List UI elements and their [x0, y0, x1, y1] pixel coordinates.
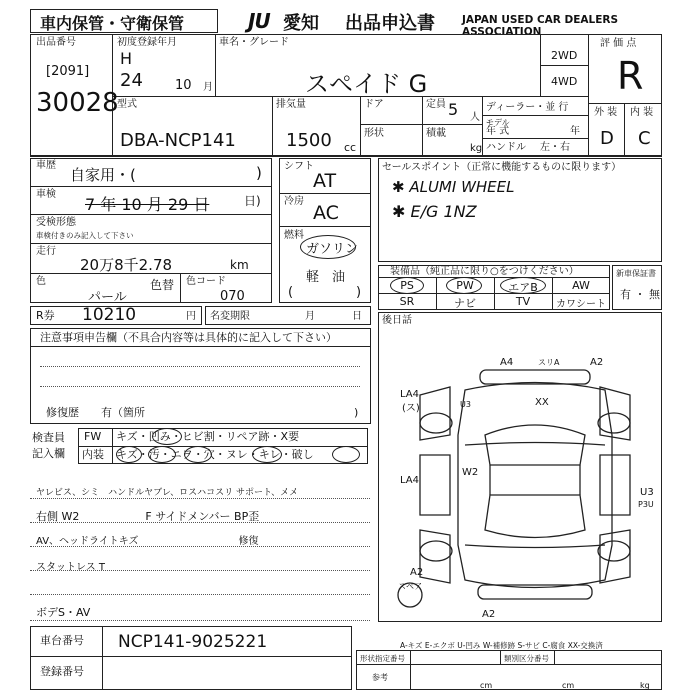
- history-close: ): [256, 164, 262, 182]
- mark-u3-front: U3: [460, 400, 471, 409]
- mark-sura: スリA: [538, 358, 560, 367]
- shift-value: AT: [313, 170, 337, 192]
- reg-month-unit: 月: [203, 82, 213, 93]
- name-change-month: 月: [305, 311, 315, 322]
- color-code-label: 色コード: [186, 276, 226, 287]
- mark-u3-right: U3: [640, 487, 654, 498]
- name-change-label: 名変期限: [210, 311, 250, 322]
- mark-a2-rear: A2: [410, 567, 424, 578]
- displacement-value: 1500: [286, 130, 332, 151]
- repair-label: 修復歴 有（箇所: [46, 406, 145, 419]
- color-code-value: 070: [220, 289, 245, 304]
- model-label: 型式: [117, 99, 137, 110]
- year-unit: 年: [570, 126, 580, 137]
- car-name-label: 車名・グレード: [219, 37, 289, 48]
- shaken-type-note: 車検付きのみ記入して下さい: [36, 231, 134, 240]
- drive-2wd: 2WD: [551, 49, 578, 62]
- history-label: 車歴: [36, 160, 56, 171]
- ps-circle: [390, 277, 424, 294]
- recycle-label: R券: [36, 309, 55, 322]
- cc-unit: cc: [344, 141, 357, 154]
- kg-unit: kg: [640, 681, 650, 690]
- scratch-circle-6: [332, 446, 360, 463]
- capacity-label: 定員: [426, 99, 446, 110]
- chassis-label: 車台番号: [40, 634, 84, 647]
- ac-label: 冷房: [284, 196, 304, 207]
- scratch-circle-1: [152, 428, 182, 445]
- grade-value: R: [617, 54, 644, 98]
- model-year-label: モデル: [486, 118, 510, 127]
- scratch-circle-2: [116, 446, 142, 463]
- warranty-label: 新車保証書: [616, 269, 656, 278]
- reg-month: 10: [175, 78, 192, 93]
- equip-tv: TV: [515, 295, 531, 308]
- mark-a4-front: A4: [500, 357, 514, 368]
- year-label: 年 式: [486, 126, 510, 137]
- fuel-alt: 軽 油: [306, 270, 346, 285]
- equip-navi: ナビ: [454, 297, 476, 310]
- equip-leather-seat: カワシート: [556, 299, 606, 310]
- inspector-line-4: スタットレス T: [36, 562, 105, 573]
- inspector-label-2: 記入欄: [32, 447, 65, 460]
- load-label: 積載: [426, 128, 446, 139]
- ref-label: 参考: [372, 673, 388, 682]
- name-change-day: 日: [352, 311, 362, 322]
- inspector-line-3: AV、ヘッドライトキズ 修復: [36, 536, 259, 547]
- inspection-value: 7 年 10 月 29 日: [85, 195, 210, 214]
- inspector-row2-tag: 内装: [82, 448, 104, 461]
- scratch-circle-5: [252, 446, 282, 463]
- exterior-label: 外 装: [594, 107, 618, 118]
- inspector-label-1: 検査員: [32, 431, 65, 444]
- color-label: 色: [36, 276, 46, 287]
- scratch-circle-4: [184, 446, 212, 463]
- equip-aw: AW: [572, 279, 590, 292]
- equipment-label: 装備品（純正品に限り○をつけください）: [390, 266, 579, 277]
- lot-label: 出品番号: [36, 37, 76, 48]
- color-value: パール: [88, 290, 127, 305]
- equip-ps: PS: [400, 279, 414, 292]
- handle-label: ハンドル: [486, 142, 526, 153]
- model-value: DBA-NCP141: [120, 130, 236, 151]
- mark-w2: W2: [462, 467, 479, 478]
- cm-unit-2: cm: [562, 681, 575, 690]
- category-label: 類別区分番号: [504, 654, 549, 663]
- exterior-grade: D: [600, 128, 614, 149]
- mark-la4-side: LA4: [400, 475, 420, 486]
- interior-grade: C: [638, 128, 651, 149]
- equip-pw: PW: [456, 279, 474, 292]
- dealer-label: ディーラー・並 行: [486, 102, 569, 113]
- km-unit: km: [230, 258, 249, 272]
- inspector-row1: キズ・凹み・ヒビ割・リペア跡・X要: [116, 430, 300, 443]
- org-english: JAPAN USED CAR DEALERS ASSOCIATION: [462, 14, 619, 38]
- reg-specified-label: 形状指定番号: [360, 654, 405, 663]
- shift-label: シフト: [284, 161, 314, 172]
- pw-circle: [446, 277, 482, 294]
- equip-airbag: エアB: [508, 281, 538, 294]
- mark-p3u: P3U: [638, 500, 654, 509]
- car-name: スペイド G: [305, 70, 428, 98]
- ac-value: AC: [313, 202, 339, 224]
- mark-s: (ス): [402, 403, 420, 414]
- doors-label: ドア: [364, 99, 384, 110]
- recycle-unit: 円: [186, 311, 196, 322]
- lot-number: 30028: [36, 88, 119, 118]
- ju-logo: JU: [248, 9, 270, 33]
- notes-label: 注意事項申告欄（不具合内容等は具体的に記入して下さい）: [40, 331, 337, 344]
- cm-unit-1: cm: [480, 681, 493, 690]
- reg-era: H: [120, 49, 133, 68]
- inspector-line-1: ヤレビス、シミ ハンドルヤブレ、ロスハコスリ サポート、メメ: [36, 488, 299, 498]
- grade-label: 評 価 点: [600, 38, 637, 49]
- inspection-label: 車検: [36, 189, 56, 200]
- storage-note: 車内保管・守衛保管: [40, 14, 185, 33]
- car-diagram: [390, 345, 660, 620]
- mark-a2-bottom: A2: [482, 609, 496, 620]
- load-unit: kg: [470, 143, 483, 154]
- interior-label: 内 装: [630, 107, 654, 118]
- reg-label: 初度登録年月: [117, 37, 177, 48]
- sales-point-1: ✱ ALUMI WHEEL: [392, 178, 515, 196]
- inspector-row1-tag: FW: [84, 430, 102, 443]
- capacity-value: 5: [448, 100, 459, 119]
- fuel-value: ガソリン: [306, 242, 359, 257]
- chassis-value: NCP141-9025221: [118, 632, 268, 652]
- inspector-row2: キズ・汚・ニヲ・穴・ヌレ・キレ・破し: [116, 448, 314, 461]
- reg-year: 24: [120, 70, 143, 91]
- persons-unit: 人: [470, 112, 480, 123]
- drive-4wd: 4WD: [551, 75, 578, 88]
- fuel-label: 燃料: [284, 230, 304, 241]
- airbag-circle: [500, 277, 546, 294]
- displacement-label: 排気量: [276, 99, 306, 110]
- inspection-close: 日): [244, 194, 261, 208]
- reg-no-label: 登録番号: [40, 665, 84, 678]
- shaken-type-label: 受検形態: [36, 217, 76, 228]
- handle-options: 左・右: [540, 142, 570, 153]
- mark-a2-front: A2: [590, 357, 604, 368]
- lot-bracket: [2091]: [46, 64, 90, 79]
- mark-la4-front: LA4: [400, 389, 420, 400]
- warranty-value: 有 ・ 無: [620, 288, 660, 301]
- recycle-value: 10210: [82, 305, 137, 325]
- scratch-circle-3: [148, 446, 176, 463]
- sales-point-label: セールスポイント（正常に機能するものに限ります）: [382, 162, 622, 173]
- org-name: 愛知: [283, 13, 319, 34]
- spare-label: スペア: [398, 582, 422, 591]
- history-value: 自家用・(: [70, 166, 136, 184]
- sales-point-2: ✱ E/G 1NZ: [392, 202, 477, 221]
- repair-close: ): [354, 406, 359, 419]
- color-change-label: 色替: [150, 278, 175, 292]
- damage-legend: A-キズ E-エクボ U-凹み W-補修跡 S-サビ C-腐食 XX-交換済: [400, 641, 603, 650]
- inspector-line-5: ボデS・AV: [36, 606, 91, 619]
- mileage-label: 走行: [36, 246, 56, 257]
- fuel-paren-right: ): [356, 285, 362, 300]
- shape-label: 形状: [364, 128, 384, 139]
- fuel-paren-left: (: [288, 285, 294, 300]
- mileage-value: 20万8千2.78: [80, 256, 173, 274]
- mark-xx: XX: [535, 397, 549, 408]
- equip-sr: SR: [399, 295, 415, 308]
- doc-title: 出品申込書: [345, 13, 435, 34]
- memo-label: 後日話: [382, 315, 412, 326]
- inspector-line-2: 右側 W2 F サイドメンバー BP歪: [36, 510, 260, 523]
